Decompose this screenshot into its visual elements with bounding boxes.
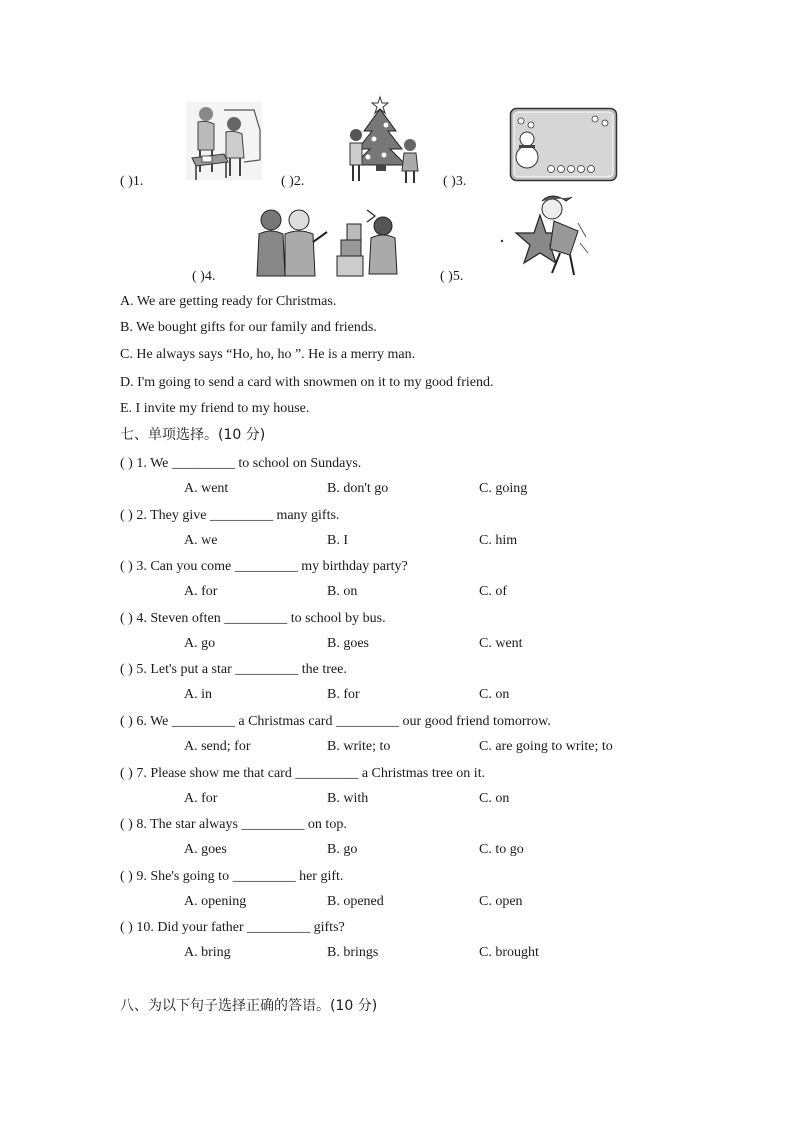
picture-4-blank[interactable] — [192, 268, 215, 286]
option-c[interactable]: C. on — [479, 790, 510, 806]
option-c[interactable]: C. going — [479, 481, 528, 496]
answer-bracket: ( ) — [440, 269, 453, 284]
option-b[interactable]: B. on — [327, 584, 358, 600]
option-c[interactable]: C. open — [479, 893, 523, 909]
option-c[interactable]: C. him — [479, 532, 518, 548]
picture-number: 3. — [455, 174, 467, 189]
option-a[interactable]: A. for — [184, 790, 218, 806]
santa-star-picture — [500, 193, 588, 278]
option-a[interactable]: A. went — [184, 481, 229, 496]
option-c[interactable]: C. on — [479, 687, 510, 703]
question-1[interactable]: ( ) 1. We _________ to school on Sundays. — [120, 456, 362, 471]
option-c[interactable]: C. are going to write; to — [479, 739, 613, 754]
option-a[interactable]: A. we — [184, 532, 218, 548]
picture-number: 5. — [452, 269, 464, 284]
option-b[interactable]: B. go — [327, 842, 358, 858]
answer-bracket: ( ) — [443, 174, 456, 189]
children-at-table-picture — [184, 100, 264, 182]
question-3[interactable]: ( ) 3. Can you come _________ my birthday party? — [120, 559, 408, 575]
picture-5-blank[interactable] — [440, 268, 463, 286]
answer-bracket: ( ) — [281, 174, 294, 189]
option-b[interactable]: B. for — [327, 687, 360, 703]
answer-bracket: ( ) — [120, 174, 133, 189]
option-c[interactable]: C. to go — [479, 842, 524, 858]
option-b[interactable]: B. write; to — [327, 739, 391, 754]
question-7[interactable]: ( ) 7. Please show me that card _________ a Christmas tree on it. — [120, 765, 486, 781]
option-a[interactable]: A. for — [184, 584, 218, 600]
option-b[interactable]: B. brings — [327, 945, 379, 961]
question-4[interactable]: ( ) 4. Steven often _________ to school by bus. — [120, 610, 386, 626]
option-c[interactable]: C. brought — [479, 945, 539, 961]
picture-3-blank[interactable] — [443, 173, 466, 191]
question-6[interactable]: ( ) 6. We _________ a Christmas card _________ our good friend tomorrow. — [120, 714, 551, 729]
option-c[interactable]: C. went — [479, 635, 523, 651]
answer-bracket: ( ) — [192, 269, 205, 284]
sentence-e: E. I invite my friend to my house. — [120, 401, 310, 416]
option-a[interactable]: A. go — [184, 635, 216, 651]
section-8-title: 八、为以下句子选择正确的答语。(10 分) — [120, 998, 378, 1014]
question-9[interactable]: ( ) 9. She's going to _________ her gift. — [120, 868, 344, 884]
option-a[interactable]: A. goes — [184, 842, 227, 858]
sentence-d: D. I'm going to send a card with snowmen on it to my good friend. — [120, 375, 494, 390]
picture-number: 1. — [132, 174, 144, 189]
question-2[interactable]: ( ) 2. They give _________ many gifts. — [120, 507, 340, 523]
option-b[interactable]: B. with — [327, 790, 369, 806]
sentence-c: C. He always says “Ho, ho, ho ”. He is a merry man. — [120, 347, 416, 362]
christmas-tree-picture — [344, 95, 426, 185]
option-b[interactable]: B. goes — [327, 635, 369, 651]
picture-2-blank[interactable] — [281, 173, 304, 191]
family-gifts-picture — [255, 206, 405, 278]
option-b[interactable]: B. opened — [327, 893, 384, 909]
question-10[interactable]: ( ) 10. Did your father _________ gifts? — [120, 920, 345, 936]
option-a[interactable]: A. in — [184, 687, 212, 703]
option-b[interactable]: B. don't go — [327, 481, 389, 496]
sentence-b: B. We bought gifts for our family and friends. — [120, 320, 377, 335]
option-a[interactable]: A. send; for — [184, 739, 251, 754]
option-b[interactable]: B. I — [327, 532, 348, 548]
option-a[interactable]: A. bring — [184, 945, 231, 961]
picture-number: 4. — [204, 269, 216, 284]
question-8[interactable]: ( ) 8. The star always _________ on top. — [120, 817, 347, 833]
sentence-a: A. We are getting ready for Christmas. — [120, 294, 337, 309]
question-5[interactable]: ( ) 5. Let's put a star _________ the tree. — [120, 662, 347, 678]
picture-number: 2. — [293, 174, 305, 189]
snowman-card-picture — [509, 107, 618, 182]
option-a[interactable]: A. opening — [184, 893, 247, 909]
section-7-title: 七、单项选择。(10 分) — [120, 427, 266, 443]
option-c[interactable]: C. of — [479, 584, 507, 600]
picture-1-blank[interactable] — [120, 173, 143, 191]
